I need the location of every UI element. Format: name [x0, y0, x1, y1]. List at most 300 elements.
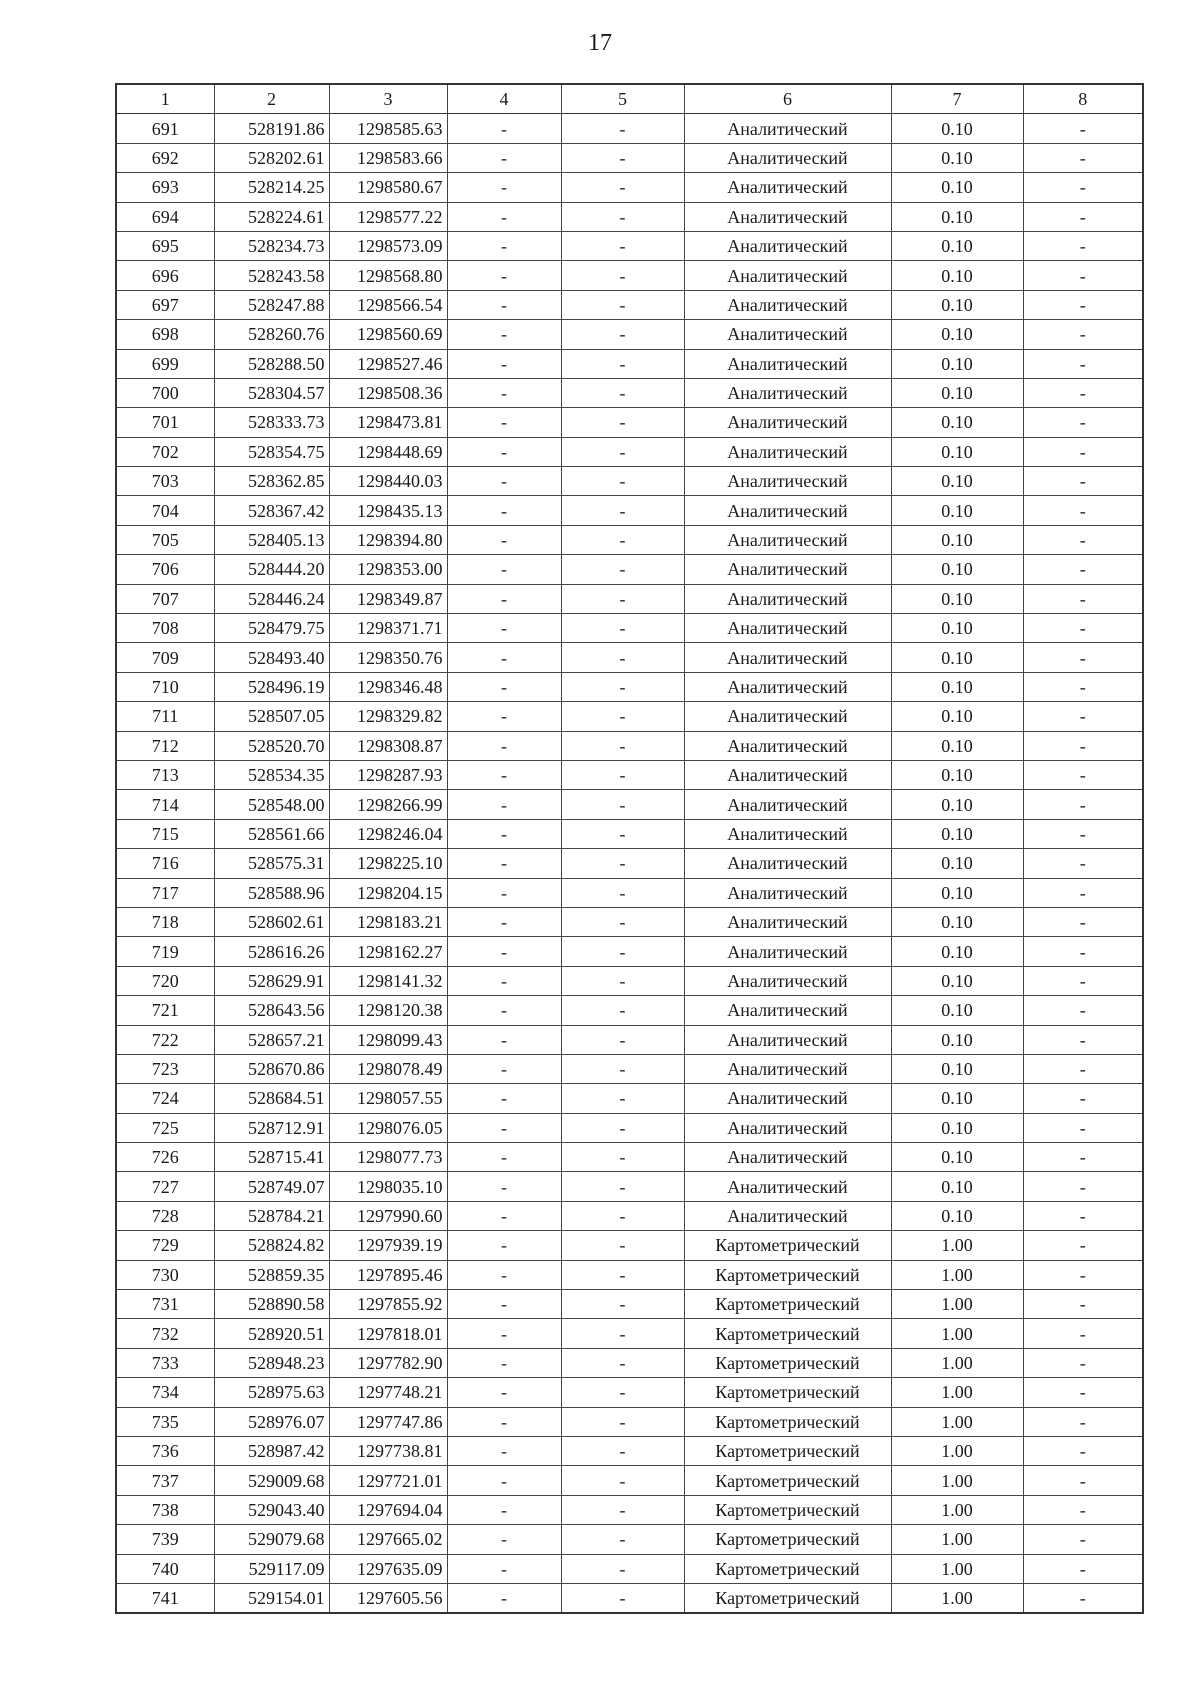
- coordinates-table: [115, 83, 1144, 1614]
- table-cell: Аналитический: [684, 231, 891, 260]
- table-row: [116, 1378, 1143, 1407]
- table-row: [116, 1290, 1143, 1319]
- table-cell: 1.00: [891, 1260, 1023, 1289]
- table-cell: Картометрический: [684, 1378, 891, 1407]
- table-cell: 1298329.82: [329, 702, 447, 731]
- table-cell: -: [561, 378, 684, 407]
- table-cell: -: [561, 1348, 684, 1377]
- table-row: [116, 1113, 1143, 1142]
- table-cell: -: [447, 290, 561, 319]
- table-cell: -: [561, 672, 684, 701]
- page-number: 17: [588, 30, 612, 56]
- table-cell: 1298473.81: [329, 408, 447, 437]
- table-cell: Аналитический: [684, 760, 891, 789]
- table-row: [116, 1260, 1143, 1289]
- table-cell: -: [561, 702, 684, 731]
- table-cell: 726: [116, 1143, 214, 1172]
- table-cell: -: [447, 1554, 561, 1583]
- table-cell: -: [447, 907, 561, 936]
- table-cell: -: [447, 1436, 561, 1465]
- table-cell: 528976.07: [214, 1407, 329, 1436]
- table-cell: -: [447, 849, 561, 878]
- table-cell: 528362.85: [214, 467, 329, 496]
- table-row: [116, 202, 1143, 231]
- table-cell: 528602.61: [214, 907, 329, 936]
- table-cell: 702: [116, 437, 214, 466]
- table-cell: -: [1023, 1201, 1143, 1230]
- table-cell: 0.10: [891, 1172, 1023, 1201]
- table-cell: 0.10: [891, 114, 1023, 143]
- table-cell: 528859.35: [214, 1260, 329, 1289]
- table-cell: 528575.31: [214, 849, 329, 878]
- table-cell: 0.10: [891, 849, 1023, 878]
- table-cell: Аналитический: [684, 202, 891, 231]
- table-cell: 1298225.10: [329, 849, 447, 878]
- table-cell: 739: [116, 1525, 214, 1554]
- table-cell: Аналитический: [684, 937, 891, 966]
- table-cell: -: [561, 437, 684, 466]
- table-cell: -: [561, 790, 684, 819]
- header-row: [116, 84, 1143, 114]
- table-cell: Аналитический: [684, 290, 891, 319]
- table-cell: 1297748.21: [329, 1378, 447, 1407]
- table-cell: -: [447, 1113, 561, 1142]
- table-cell: -: [1023, 1113, 1143, 1142]
- table-row: [116, 1525, 1143, 1554]
- table-cell: -: [1023, 584, 1143, 613]
- table-cell: -: [447, 261, 561, 290]
- table-row: [116, 1231, 1143, 1260]
- table-cell: 694: [116, 202, 214, 231]
- table-cell: Аналитический: [684, 878, 891, 907]
- table-cell: -: [447, 1172, 561, 1201]
- table-cell: -: [447, 1290, 561, 1319]
- header-cell: 1: [116, 84, 214, 114]
- table-cell: -: [561, 1407, 684, 1436]
- table-cell: 0.10: [891, 261, 1023, 290]
- table-cell: -: [561, 1231, 684, 1260]
- table-cell: Аналитический: [684, 584, 891, 613]
- table-cell: 0.10: [891, 731, 1023, 760]
- table-cell: -: [561, 760, 684, 789]
- table-cell: 1297738.81: [329, 1436, 447, 1465]
- table-cell: -: [561, 525, 684, 554]
- table-cell: 1.00: [891, 1290, 1023, 1319]
- table-cell: 713: [116, 760, 214, 789]
- table-cell: -: [561, 1583, 684, 1613]
- table-cell: 528657.21: [214, 1025, 329, 1054]
- table-cell: -: [1023, 437, 1143, 466]
- table-cell: 0.10: [891, 702, 1023, 731]
- table-cell: 528548.00: [214, 790, 329, 819]
- table-cell: -: [561, 731, 684, 760]
- table-row: [116, 1466, 1143, 1495]
- table-cell: 700: [116, 378, 214, 407]
- table-cell: 528304.57: [214, 378, 329, 407]
- table-cell: 528629.91: [214, 966, 329, 995]
- table-row: [116, 173, 1143, 202]
- table-cell: -: [1023, 555, 1143, 584]
- table-cell: -: [447, 143, 561, 172]
- table-cell: 1298204.15: [329, 878, 447, 907]
- table-cell: -: [1023, 1054, 1143, 1083]
- table-cell: Аналитический: [684, 261, 891, 290]
- table-cell: 720: [116, 966, 214, 995]
- table-cell: 719: [116, 937, 214, 966]
- table-cell: 0.10: [891, 496, 1023, 525]
- table-header: [116, 84, 1143, 114]
- table-row: [116, 231, 1143, 260]
- table-cell: 1298583.66: [329, 143, 447, 172]
- table-row: [116, 643, 1143, 672]
- table-cell: 528712.91: [214, 1113, 329, 1142]
- table-cell: 1298078.49: [329, 1054, 447, 1083]
- table-row: [116, 731, 1143, 760]
- table-cell: 0.10: [891, 525, 1023, 554]
- table-cell: 0.10: [891, 1084, 1023, 1113]
- table-cell: Аналитический: [684, 1143, 891, 1172]
- table-cell: -: [561, 467, 684, 496]
- table-cell: 0.10: [891, 996, 1023, 1025]
- table-cell: -: [447, 231, 561, 260]
- table-cell: -: [447, 202, 561, 231]
- table-cell: -: [447, 320, 561, 349]
- table-cell: Картометрический: [684, 1436, 891, 1465]
- table-cell: 528288.50: [214, 349, 329, 378]
- table-cell: 0.10: [891, 408, 1023, 437]
- table-cell: 528784.21: [214, 1201, 329, 1230]
- table-cell: Аналитический: [684, 966, 891, 995]
- table-cell: Аналитический: [684, 408, 891, 437]
- table-row: [116, 437, 1143, 466]
- table-cell: Картометрический: [684, 1290, 891, 1319]
- table-cell: 528948.23: [214, 1348, 329, 1377]
- table-cell: 1298246.04: [329, 819, 447, 848]
- table-cell: -: [447, 878, 561, 907]
- table-cell: Аналитический: [684, 1054, 891, 1083]
- table-cell: -: [561, 496, 684, 525]
- table-cell: -: [1023, 525, 1143, 554]
- table-cell: -: [1023, 173, 1143, 202]
- table-cell: 735: [116, 1407, 214, 1436]
- table-cell: Аналитический: [684, 731, 891, 760]
- table-cell: -: [1023, 114, 1143, 143]
- table-cell: 1298162.27: [329, 937, 447, 966]
- table-cell: 0.10: [891, 672, 1023, 701]
- table-cell: 528243.58: [214, 261, 329, 290]
- table-cell: -: [1023, 1319, 1143, 1348]
- table-cell: 528247.88: [214, 290, 329, 319]
- table-cell: 1298568.80: [329, 261, 447, 290]
- table-row: [116, 1436, 1143, 1465]
- table-cell: -: [447, 731, 561, 760]
- table-cell: 528202.61: [214, 143, 329, 172]
- table-cell: 1.00: [891, 1466, 1023, 1495]
- table-cell: -: [561, 555, 684, 584]
- table-cell: Аналитический: [684, 643, 891, 672]
- table-cell: -: [447, 525, 561, 554]
- table-row: [116, 1054, 1143, 1083]
- table-cell: 701: [116, 408, 214, 437]
- table-cell: 697: [116, 290, 214, 319]
- table-cell: Аналитический: [684, 437, 891, 466]
- table-cell: Аналитический: [684, 672, 891, 701]
- table-cell: -: [561, 320, 684, 349]
- table-cell: 1.00: [891, 1583, 1023, 1613]
- table-row: [116, 1319, 1143, 1348]
- table-cell: 0.10: [891, 173, 1023, 202]
- table-cell: 1298394.80: [329, 525, 447, 554]
- table-cell: -: [447, 1525, 561, 1554]
- table-cell: Картометрический: [684, 1407, 891, 1436]
- table-cell: 1.00: [891, 1231, 1023, 1260]
- table-cell: 529009.68: [214, 1466, 329, 1495]
- table-cell: 528496.19: [214, 672, 329, 701]
- table-cell: 1.00: [891, 1407, 1023, 1436]
- table-row: [116, 114, 1143, 143]
- table-cell: 709: [116, 643, 214, 672]
- table-cell: -: [561, 173, 684, 202]
- table-cell: 529117.09: [214, 1554, 329, 1583]
- table-row: [116, 1407, 1143, 1436]
- table-cell: -: [447, 437, 561, 466]
- table-cell: Аналитический: [684, 1084, 891, 1113]
- table-cell: Картометрический: [684, 1466, 891, 1495]
- table-cell: -: [447, 702, 561, 731]
- table-cell: -: [1023, 1378, 1143, 1407]
- table-cell: 528715.41: [214, 1143, 329, 1172]
- table-cell: 528749.07: [214, 1172, 329, 1201]
- table-cell: 695: [116, 231, 214, 260]
- table-cell: -: [1023, 1260, 1143, 1289]
- table-cell: Аналитический: [684, 849, 891, 878]
- table-cell: 528588.96: [214, 878, 329, 907]
- table-cell: 0.10: [891, 878, 1023, 907]
- table-cell: 1298353.00: [329, 555, 447, 584]
- table-cell: -: [447, 584, 561, 613]
- table-cell: -: [1023, 731, 1143, 760]
- table-cell: 731: [116, 1290, 214, 1319]
- table-row: [116, 143, 1143, 172]
- table-cell: Аналитический: [684, 349, 891, 378]
- table-cell: -: [561, 1525, 684, 1554]
- table-cell: -: [561, 1378, 684, 1407]
- table-row: [116, 966, 1143, 995]
- table-cell: 692: [116, 143, 214, 172]
- table-cell: 1297818.01: [329, 1319, 447, 1348]
- table-cell: Аналитический: [684, 1113, 891, 1142]
- table-cell: -: [561, 1113, 684, 1142]
- table-cell: 1.00: [891, 1436, 1023, 1465]
- table-row: [116, 672, 1143, 701]
- table-cell: 1298577.22: [329, 202, 447, 231]
- table-cell: 724: [116, 1084, 214, 1113]
- table-row: [116, 525, 1143, 554]
- table-cell: 0.10: [891, 231, 1023, 260]
- table-cell: -: [447, 819, 561, 848]
- table-cell: 0.10: [891, 555, 1023, 584]
- table-cell: 528367.42: [214, 496, 329, 525]
- table-row: [116, 1495, 1143, 1524]
- table-cell: -: [447, 937, 561, 966]
- table-cell: -: [1023, 231, 1143, 260]
- table-cell: 1298580.67: [329, 173, 447, 202]
- table-cell: -: [561, 408, 684, 437]
- table-cell: 736: [116, 1436, 214, 1465]
- table-cell: -: [1023, 760, 1143, 789]
- table-cell: -: [1023, 1143, 1143, 1172]
- table-cell: 528824.82: [214, 1231, 329, 1260]
- table-row: [116, 349, 1143, 378]
- table-cell: -: [447, 1407, 561, 1436]
- table-cell: -: [447, 614, 561, 643]
- table-row: [116, 878, 1143, 907]
- table-cell: -: [561, 1466, 684, 1495]
- table-row: [116, 1201, 1143, 1230]
- table-cell: 1297694.04: [329, 1495, 447, 1524]
- table-cell: 1.00: [891, 1495, 1023, 1524]
- table-cell: 738: [116, 1495, 214, 1524]
- table-cell: Аналитический: [684, 907, 891, 936]
- table-cell: Аналитический: [684, 702, 891, 731]
- table-cell: 528260.76: [214, 320, 329, 349]
- table-cell: Аналитический: [684, 173, 891, 202]
- table-cell: 528920.51: [214, 1319, 329, 1348]
- table-row: [116, 378, 1143, 407]
- table-cell: 1298287.93: [329, 760, 447, 789]
- header-cell: 4: [447, 84, 561, 114]
- table-cell: -: [1023, 1525, 1143, 1554]
- table-cell: 1298440.03: [329, 467, 447, 496]
- table-cell: -: [447, 408, 561, 437]
- table-cell: 1298077.73: [329, 1143, 447, 1172]
- table-cell: 1298057.55: [329, 1084, 447, 1113]
- table-cell: 708: [116, 614, 214, 643]
- table-cell: -: [1023, 320, 1143, 349]
- table-cell: -: [1023, 702, 1143, 731]
- table-cell: -: [447, 173, 561, 202]
- table-cell: -: [561, 1084, 684, 1113]
- table-cell: 698: [116, 320, 214, 349]
- table-cell: 703: [116, 467, 214, 496]
- table-cell: Аналитический: [684, 1172, 891, 1201]
- table-cell: 1298308.87: [329, 731, 447, 760]
- table-cell: -: [1023, 408, 1143, 437]
- table-cell: 528405.13: [214, 525, 329, 554]
- table-cell: 734: [116, 1378, 214, 1407]
- table-row: [116, 290, 1143, 319]
- table-cell: 1297721.01: [329, 1466, 447, 1495]
- table-row: [116, 702, 1143, 731]
- table-cell: Аналитический: [684, 143, 891, 172]
- table-cell: 0.10: [891, 584, 1023, 613]
- table-cell: 0.10: [891, 760, 1023, 789]
- table-cell: 1298076.05: [329, 1113, 447, 1142]
- table-cell: 691: [116, 114, 214, 143]
- table-cell: 1298349.87: [329, 584, 447, 613]
- table-cell: 0.10: [891, 290, 1023, 319]
- table-cell: Картометрический: [684, 1319, 891, 1348]
- table-cell: 528520.70: [214, 731, 329, 760]
- table-cell: -: [1023, 1495, 1143, 1524]
- table-row: [116, 467, 1143, 496]
- table-cell: Картометрический: [684, 1583, 891, 1613]
- table-cell: 1297605.56: [329, 1583, 447, 1613]
- table-cell: Аналитический: [684, 378, 891, 407]
- table-cell: -: [447, 114, 561, 143]
- table-cell: 529043.40: [214, 1495, 329, 1524]
- table-cell: -: [1023, 143, 1143, 172]
- table-cell: 528354.75: [214, 437, 329, 466]
- table-row: [116, 937, 1143, 966]
- table-cell: Аналитический: [684, 1201, 891, 1230]
- table-cell: 528534.35: [214, 760, 329, 789]
- header-cell: 6: [684, 84, 891, 114]
- table-cell: -: [561, 114, 684, 143]
- table-cell: -: [447, 1260, 561, 1289]
- table-row: [116, 819, 1143, 848]
- table-cell: -: [447, 643, 561, 672]
- table-cell: 0.10: [891, 349, 1023, 378]
- table-cell: 1298035.10: [329, 1172, 447, 1201]
- table-cell: 0.10: [891, 467, 1023, 496]
- table-cell: 0.10: [891, 790, 1023, 819]
- table-cell: -: [1023, 966, 1143, 995]
- table-cell: Аналитический: [684, 496, 891, 525]
- table-cell: 728: [116, 1201, 214, 1230]
- table-cell: -: [561, 1260, 684, 1289]
- table-cell: 1.00: [891, 1525, 1023, 1554]
- table-cell: -: [447, 1054, 561, 1083]
- table-cell: -: [1023, 1407, 1143, 1436]
- table-cell: Аналитический: [684, 467, 891, 496]
- table-cell: 1298435.13: [329, 496, 447, 525]
- table-cell: 529079.68: [214, 1525, 329, 1554]
- table-cell: Картометрический: [684, 1495, 891, 1524]
- table-cell: Аналитический: [684, 790, 891, 819]
- table-cell: -: [1023, 1290, 1143, 1319]
- table-cell: -: [1023, 467, 1143, 496]
- table-cell: 0.10: [891, 437, 1023, 466]
- table-row: [116, 408, 1143, 437]
- table-row: [116, 261, 1143, 290]
- table-row: [116, 1084, 1143, 1113]
- table-cell: -: [1023, 349, 1143, 378]
- table-cell: -: [447, 496, 561, 525]
- table-cell: -: [1023, 1172, 1143, 1201]
- table-cell: -: [561, 1025, 684, 1054]
- table-cell: 528214.25: [214, 173, 329, 202]
- table-cell: 737: [116, 1466, 214, 1495]
- header-cell: 5: [561, 84, 684, 114]
- table-cell: Аналитический: [684, 1025, 891, 1054]
- table-cell: 0.10: [891, 1054, 1023, 1083]
- table-cell: -: [1023, 290, 1143, 319]
- table-cell: -: [1023, 1348, 1143, 1377]
- table-cell: -: [447, 1231, 561, 1260]
- table-row: [116, 496, 1143, 525]
- table-cell: -: [447, 760, 561, 789]
- table-cell: Картометрический: [684, 1231, 891, 1260]
- table-cell: 528890.58: [214, 1290, 329, 1319]
- table-cell: 711: [116, 702, 214, 731]
- table-cell: -: [1023, 378, 1143, 407]
- table-cell: 1297665.02: [329, 1525, 447, 1554]
- table-cell: -: [447, 1084, 561, 1113]
- table-cell: -: [1023, 907, 1143, 936]
- table-cell: Аналитический: [684, 996, 891, 1025]
- table-cell: 1298346.48: [329, 672, 447, 701]
